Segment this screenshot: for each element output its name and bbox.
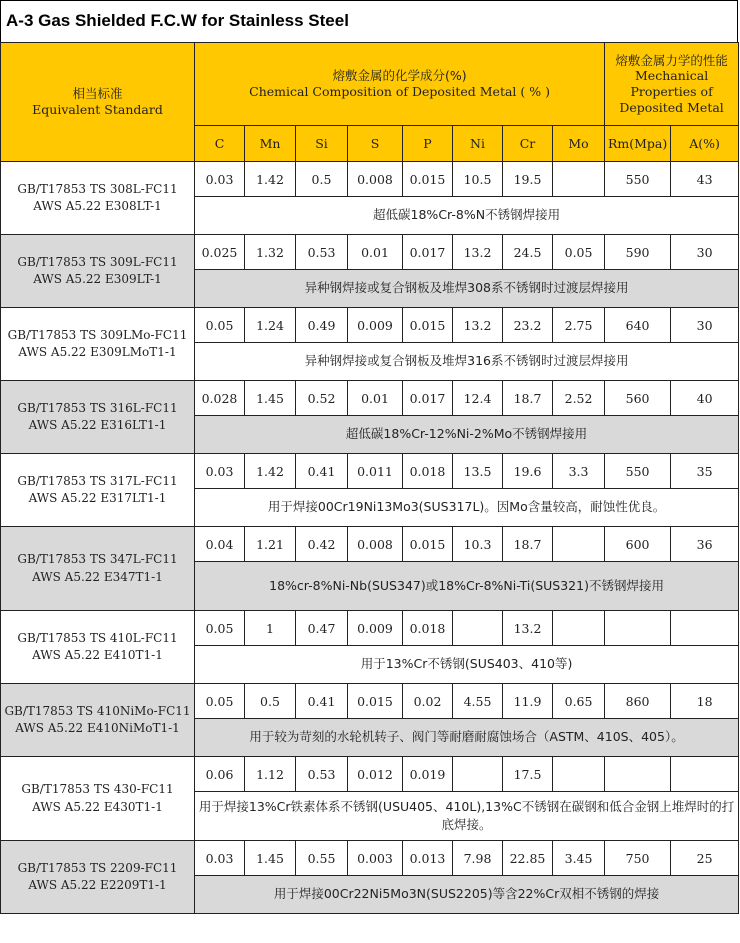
value-cell: 0.018 <box>403 454 453 489</box>
value-cell: 550 <box>605 162 671 197</box>
table-row <box>1 841 739 876</box>
table-row <box>1 162 739 197</box>
aws-standard: AWS A5.22 E309LT-1 <box>33 272 162 286</box>
value-cell: 3.3 <box>553 454 605 489</box>
value-cell: 30 <box>671 235 739 270</box>
usage-note: 用于焊接00Cr19Ni13Mo3(SUS317L)。因Mo含量较高，耐蚀性优良。 <box>195 489 739 527</box>
equivalent-standard-cell <box>1 454 195 527</box>
chem-header <box>195 43 605 126</box>
value-cell: 11.9 <box>503 684 553 719</box>
table-row <box>1 611 739 646</box>
value-cell: 40 <box>671 381 739 416</box>
value-cell: 12.4 <box>453 381 503 416</box>
value-cell <box>553 757 605 792</box>
usage-note: 用于焊接00Cr22Ni5Mo3N(SUS2205)等含22%Cr双相不锈钢的焊接 <box>195 876 739 914</box>
value-cell: 0.02 <box>403 684 453 719</box>
column-header: A(%) <box>671 126 739 162</box>
value-cell: 13.2 <box>453 235 503 270</box>
equivalent-standard-cell <box>1 611 195 684</box>
value-cell: 2.75 <box>553 308 605 343</box>
standard-header-cn: 相当标准 <box>72 86 123 102</box>
value-cell: 0.013 <box>403 841 453 876</box>
value-cell: 10.5 <box>453 162 503 197</box>
value-cell: 0.05 <box>195 684 245 719</box>
gb-standard: GB/T17853 TS 410L-FC11 <box>17 630 178 645</box>
value-cell: 0.42 <box>296 527 348 562</box>
value-cell: 560 <box>605 381 671 416</box>
value-cell: 0.028 <box>195 381 245 416</box>
value-cell: 0.53 <box>296 235 348 270</box>
value-cell: 0.025 <box>195 235 245 270</box>
equivalent-standard-cell <box>1 235 195 308</box>
value-cell: 0.003 <box>348 841 403 876</box>
value-cell <box>605 611 671 646</box>
usage-note: 异种钢焊接或复合钢板及堆焊316系不锈钢时过渡层焊接用 <box>195 343 739 381</box>
value-cell: 1.45 <box>245 381 296 416</box>
value-cell: 0.015 <box>348 684 403 719</box>
standard-header-en: Equivalent Standard <box>32 102 163 117</box>
value-cell: 1.42 <box>245 162 296 197</box>
usage-note: 超低碳18%Cr-8%N不锈钢焊接用 <box>195 197 739 235</box>
value-cell <box>553 527 605 562</box>
value-cell: 1 <box>245 611 296 646</box>
aws-standard: AWS A5.22 E308LT-1 <box>33 199 162 213</box>
column-header: Rm(Mpa) <box>605 126 671 162</box>
value-cell: 35 <box>671 454 739 489</box>
value-cell: 0.5 <box>296 162 348 197</box>
value-cell: 0.019 <box>403 757 453 792</box>
value-cell: 1.42 <box>245 454 296 489</box>
gb-standard: GB/T17853 TS 347L-FC11 <box>17 552 178 567</box>
gb-standard: GB/T17853 TS 316L-FC11 <box>17 400 178 415</box>
column-header: C <box>195 126 245 162</box>
standard-header <box>1 43 195 162</box>
value-cell: 0.008 <box>348 162 403 197</box>
value-cell <box>553 162 605 197</box>
equivalent-standard-cell <box>1 684 195 757</box>
aws-standard: AWS A5.22 E316LT1-1 <box>28 418 167 432</box>
value-cell: 0.53 <box>296 757 348 792</box>
aws-standard: AWS A5.22 E410NiMoT1-1 <box>15 721 180 735</box>
value-cell: 13.2 <box>503 611 553 646</box>
column-header: Si <box>296 126 348 162</box>
mech-header-en-2: Properties of <box>630 84 713 99</box>
value-cell: 750 <box>605 841 671 876</box>
gb-standard: GB/T17853 TS 410NiMo-FC11 <box>4 703 191 718</box>
value-cell: 640 <box>605 308 671 343</box>
value-cell: 0.05 <box>195 611 245 646</box>
value-cell: 1.45 <box>245 841 296 876</box>
usage-note: 用于13%Cr不锈钢(SUS403、410等) <box>195 646 739 684</box>
value-cell: 43 <box>671 162 739 197</box>
value-cell: 18.7 <box>503 381 553 416</box>
usage-note: 用于较为苛刻的水轮机转子、阀门等耐磨耐腐蚀场合（ASTM、410S、405）。 <box>195 719 739 757</box>
gb-standard: GB/T17853 TS 309LMo-FC11 <box>7 327 188 342</box>
value-cell <box>453 757 503 792</box>
table-row <box>1 684 739 719</box>
column-header: Ni <box>453 126 503 162</box>
aws-standard: AWS A5.22 E309LMoT1-1 <box>18 345 177 359</box>
value-cell: 0.41 <box>296 684 348 719</box>
value-cell: 3.45 <box>553 841 605 876</box>
value-cell: 0.06 <box>195 757 245 792</box>
column-header: Cr <box>503 126 553 162</box>
column-header: S <box>348 126 403 162</box>
gb-standard: GB/T17853 TS 309L-FC11 <box>17 254 178 269</box>
value-cell: 0.01 <box>348 235 403 270</box>
value-cell <box>453 611 503 646</box>
aws-standard: AWS A5.22 E347T1-1 <box>32 569 163 584</box>
value-cell: 0.008 <box>348 527 403 562</box>
value-cell: 0.017 <box>403 235 453 270</box>
table-row <box>1 308 739 343</box>
value-cell: 4.55 <box>453 684 503 719</box>
value-cell: 860 <box>605 684 671 719</box>
gb-standard: GB/T17853 TS 430-FC11 <box>21 782 174 797</box>
gb-standard: GB/T17853 TS 317L-FC11 <box>17 473 178 488</box>
value-cell: 10.3 <box>453 527 503 562</box>
usage-note: 18%cr-8%Ni-Nb(SUS347)或18%Cr-8%Ni-Ti(SUS321)不锈钢焊接用 <box>195 562 739 611</box>
value-cell: 0.015 <box>403 308 453 343</box>
page-title: A-3 Gas Shielded F.C.W for Stainless Steel <box>0 0 738 42</box>
value-cell: 1.24 <box>245 308 296 343</box>
gb-standard: GB/T17853 TS 308L-FC11 <box>17 181 178 196</box>
value-cell: 0.03 <box>195 841 245 876</box>
value-cell: 0.015 <box>403 162 453 197</box>
chem-header-cn: 熔敷金属的化学成分(%) <box>332 68 467 84</box>
value-cell: 0.015 <box>403 527 453 562</box>
value-cell: 600 <box>605 527 671 562</box>
value-cell: 7.98 <box>453 841 503 876</box>
aws-standard: AWS A5.22 E430T1-1 <box>32 799 163 814</box>
column-header: Mo <box>553 126 605 162</box>
value-cell <box>671 757 739 792</box>
value-cell: 590 <box>605 235 671 270</box>
value-cell: 550 <box>605 454 671 489</box>
value-cell: 0.009 <box>348 611 403 646</box>
value-cell: 19.5 <box>503 162 553 197</box>
value-cell: 30 <box>671 308 739 343</box>
value-cell: 0.03 <box>195 162 245 197</box>
value-cell: 24.5 <box>503 235 553 270</box>
spec-table <box>0 42 739 914</box>
equivalent-standard-cell <box>1 162 195 235</box>
value-cell: 0.65 <box>553 684 605 719</box>
value-cell: 0.55 <box>296 841 348 876</box>
value-cell: 36 <box>671 527 739 562</box>
mech-header-cn: 熔敷金属力学的性能 <box>615 52 728 68</box>
value-cell: 1.32 <box>245 235 296 270</box>
value-cell: 13.5 <box>453 454 503 489</box>
equivalent-standard-cell <box>1 841 195 914</box>
value-cell: 0.05 <box>553 235 605 270</box>
gb-standard: GB/T17853 TS 2209-FC11 <box>17 860 178 875</box>
value-cell: 19.6 <box>503 454 553 489</box>
aws-standard: AWS A5.22 E2209T1-1 <box>28 878 167 892</box>
value-cell: 18.7 <box>503 527 553 562</box>
equivalent-standard-cell <box>1 308 195 381</box>
value-cell <box>671 611 739 646</box>
equivalent-standard-cell <box>1 527 195 611</box>
value-cell <box>605 757 671 792</box>
value-cell <box>553 611 605 646</box>
usage-note: 超低碳18%Cr-12%Ni-2%Mo不锈钢焊接用 <box>195 416 739 454</box>
value-cell: 0.01 <box>348 381 403 416</box>
value-cell: 0.04 <box>195 527 245 562</box>
value-cell: 0.05 <box>195 308 245 343</box>
value-cell: 2.52 <box>553 381 605 416</box>
chem-header-en: Chemical Composition of Deposited Metal ( % ) <box>249 84 550 99</box>
table-row <box>1 235 739 270</box>
value-cell: 0.012 <box>348 757 403 792</box>
value-cell: 0.52 <box>296 381 348 416</box>
value-cell: 0.03 <box>195 454 245 489</box>
value-cell: 1.21 <box>245 527 296 562</box>
value-cell: 18 <box>671 684 739 719</box>
value-cell: 22.85 <box>503 841 553 876</box>
value-cell: 13.2 <box>453 308 503 343</box>
value-cell: 25 <box>671 841 739 876</box>
mech-header-en-3: Deposited Metal <box>619 99 724 115</box>
value-cell: 0.009 <box>348 308 403 343</box>
mech-header-en-1: Mechanical <box>635 68 709 84</box>
value-cell: 0.47 <box>296 611 348 646</box>
value-cell: 0.49 <box>296 308 348 343</box>
value-cell: 0.011 <box>348 454 403 489</box>
value-cell: 0.5 <box>245 684 296 719</box>
column-header: P <box>403 126 453 162</box>
usage-note: 用于焊接13%Cr铁素体系不锈钢(USU405、410L),13%C不锈钢在碳钢和低合金钢上堆焊时的打底焊接。 <box>195 792 739 841</box>
value-cell: 0.017 <box>403 381 453 416</box>
table-row <box>1 527 739 562</box>
value-cell: 17.5 <box>503 757 553 792</box>
value-cell: 23.2 <box>503 308 553 343</box>
aws-standard: AWS A5.22 E317LT1-1 <box>28 491 167 505</box>
value-cell: 1.12 <box>245 757 296 792</box>
equivalent-standard-cell <box>1 757 195 841</box>
value-cell: 0.018 <box>403 611 453 646</box>
table-row <box>1 454 739 489</box>
equivalent-standard-cell <box>1 381 195 454</box>
table-row <box>1 381 739 416</box>
usage-note: 异种钢焊接或复合钢板及堆焊308系不锈钢时过渡层焊接用 <box>195 270 739 308</box>
aws-standard: AWS A5.22 E410T1-1 <box>32 648 163 662</box>
mech-header <box>605 43 739 126</box>
table-row <box>1 757 739 792</box>
column-header: Mn <box>245 126 296 162</box>
value-cell: 0.41 <box>296 454 348 489</box>
